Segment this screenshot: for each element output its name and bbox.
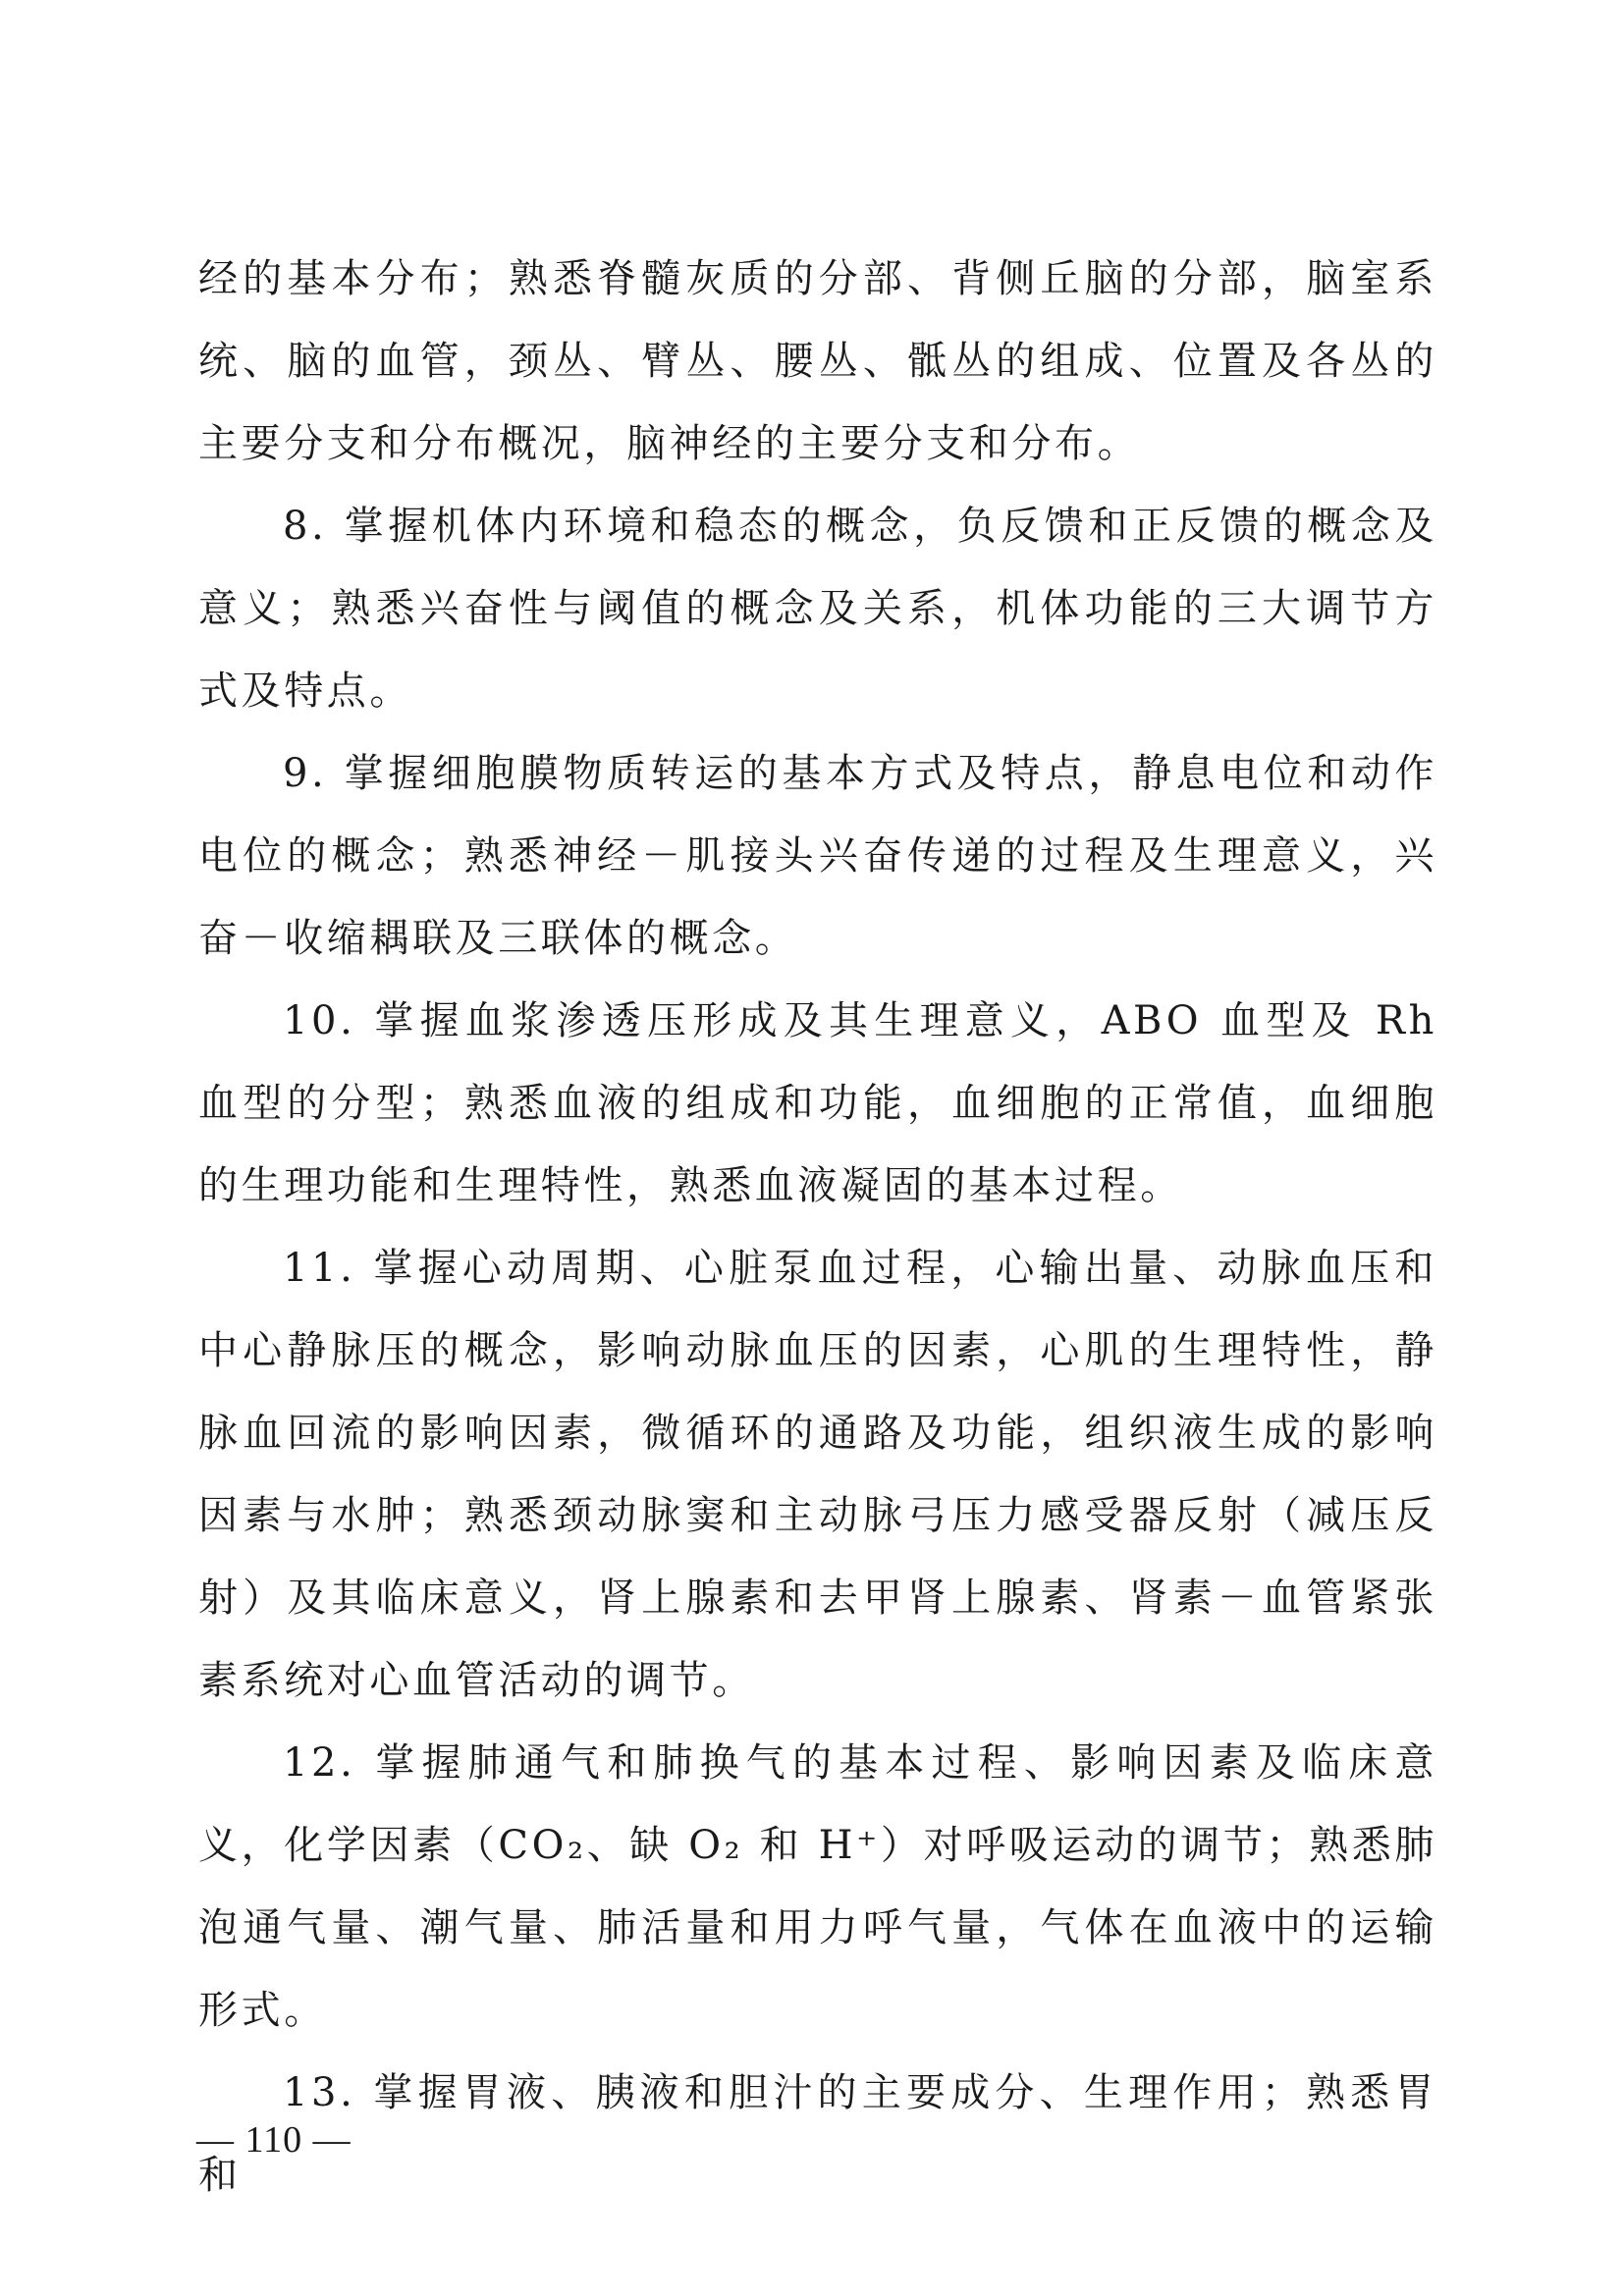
paragraph-item-12: 12. 掌握肺通气和肺换气的基本过程、影响因素及临床意义，化学因素（CO₂、缺 O₂ 和 H⁺）对呼吸运动的调节；熟悉肺泡通气量、潮气量、肺活量和用力呼气量，气体在血液中的运输形式。 — [198, 1740, 1437, 2033]
paragraph-item-11: 11. 掌握心动周期、心脏泵血过程，心输出量、动脉血压和中心静脉压的概念，影响动脉血压的因素，心肌的生理特性，静脉血回流的影响因素，微循环的通路及功能，组织液生成的影响因素与水肿；熟悉颈动脉窦和主动脉弓压力感受器反射（减压反射）及其临床意义，肾上腺素和去甲肾上腺素、肾素－血管紧张素系统对心血管活动的调节。 — [198, 1246, 1437, 1703]
page-body — [198, 238, 1437, 2216]
paragraph-item-13: 13. 掌握胃液、胰液和胆汁的主要成分、生理作用；熟悉胃和 — [198, 2070, 1437, 2198]
paragraph-item-9: 9. 掌握细胞膜物质转运的基本方式及特点，静息电位和动作电位的概念；熟悉神经－肌接头兴奋传递的过程及生理意义，兴奋－收缩耦联及三联体的概念。 — [198, 751, 1437, 961]
paragraph-continuation: 经的基本分布；熟悉脊髓灰质的分部、背侧丘脑的分部，脑室系统、脑的血管，颈丛、臂丛、腰丛、骶丛的组成、位置及各丛的主要分支和分布概况，脑神经的主要分支和分布。 — [198, 256, 1437, 466]
paragraph-item-10: 10. 掌握血浆渗透压形成及其生理意义，ABO 血型及 Rh 血型的分型；熟悉血液的组成和功能，血细胞的正常值，血细胞的生理功能和生理特性，熟悉血液凝固的基本过程。 — [198, 998, 1437, 1208]
page-number: — 110 — — [196, 2119, 352, 2161]
paragraph-item-8: 8. 掌握机体内环境和稳态的概念，负反馈和正反馈的概念及意义；熟悉兴奋性与阈值的概念及关系，机体功能的三大调节方式及特点。 — [198, 504, 1437, 714]
